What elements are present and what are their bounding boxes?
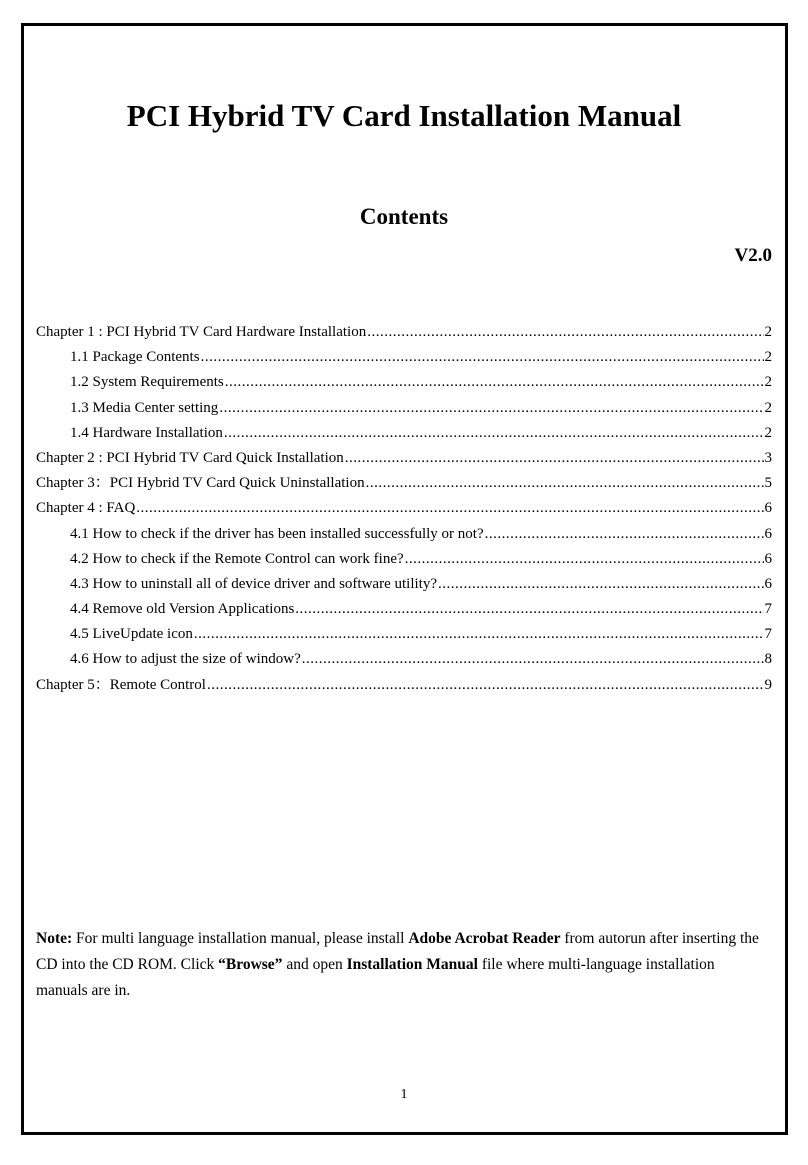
note-label: Note: [36,930,73,947]
toc-dot-leader [367,320,763,345]
note-bold-acrobat: Adobe Acrobat Reader [408,930,561,947]
page-number: 1 [400,1087,408,1102]
table-of-contents [36,320,772,698]
installation-note [36,926,770,1004]
note-text-2: from autorun after inserting the CD into the CD ROM. Click [36,930,759,973]
toc-section-entry[interactable] [36,370,772,395]
toc-entry-title: 4.3 How to uninstall all of device driver and software utility? [70,575,437,592]
toc-entry-title: 4.4 Remove old Version Applications [70,601,295,618]
contents-heading: Contents [359,204,449,229]
toc-section-entry[interactable] [36,622,772,647]
note-bold-browse: “Browse” [218,956,283,973]
toc-dot-leader [485,522,764,547]
toc-page-number: 2 [764,324,772,340]
toc-entry-title: 1.4 Hardware Installation [70,424,223,441]
toc-entry-title: 4.5 LiveUpdate icon [70,626,193,643]
toc-chapter-entry[interactable] [36,471,772,496]
toc-section-entry[interactable] [36,572,772,597]
note-bold-manual: Installation Manual [346,956,478,973]
toc-entry-title: Chapter 2 : PCI Hybrid TV Card Quick Installation [36,449,344,466]
toc-page-number: 3 [764,449,772,466]
toc-dot-leader [302,647,764,672]
toc-section-entry[interactable] [36,597,772,622]
toc-chapter-entry[interactable] [36,496,772,521]
toc-section-entry[interactable] [36,547,772,572]
toc-chapter-entry[interactable] [36,446,772,471]
toc-chapter-entry[interactable] [36,673,772,698]
toc-entry-title: 4.1 How to check if the driver has been installed successfully or not? [70,525,484,542]
note-text-3: and open [282,956,347,973]
document-title: PCI Hybrid TV Card Installation Manual [126,98,682,133]
toc-section-entry[interactable] [36,421,772,446]
note-text-1: For multi language installation manual, please install [72,930,409,947]
toc-section-entry[interactable] [36,522,772,547]
toc-entry-title: 1.2 System Requirements [70,374,224,391]
toc-section-entry[interactable] [36,647,772,672]
toc-dot-leader [207,673,764,698]
toc-dot-leader [366,471,764,496]
toc-page-number: 2 [764,424,772,441]
toc-page-number: 6 [764,525,772,542]
toc-dot-leader [194,622,764,647]
toc-section-entry[interactable] [36,345,772,370]
toc-entry-title: Chapter 4 : FAQ [36,500,136,517]
toc-dot-leader [225,370,764,395]
toc-entry-title: Chapter 1 : PCI Hybrid TV Card Hardware Installation [36,324,367,340]
toc-entry-title: Chapter 3：PCI Hybrid TV Card Quick Uninstallation [36,475,365,492]
toc-entry-title: 4.6 How to adjust the size of window? [70,651,301,668]
toc-page-number: 6 [764,575,772,592]
toc-page-number: 6 [764,550,772,567]
toc-page-number: 2 [764,399,772,416]
version-label: V2.0 [734,245,772,266]
toc-dot-leader [405,547,764,572]
toc-dot-leader [295,597,763,622]
toc-dot-leader [438,572,764,597]
toc-page-number: 5 [764,475,772,492]
toc-page-number: 6 [764,500,772,517]
toc-page-number: 2 [764,349,772,366]
toc-dot-leader [219,396,763,421]
toc-entry-title: 1.1 Package Contents [70,349,200,366]
toc-chapter-entry[interactable] [36,320,772,345]
toc-entry-title: Chapter 5：Remote Control [36,676,206,693]
note-text-4: file where multi-language installation manuals are in. [36,956,715,999]
toc-entry-title: 1.3 Media Center setting [70,399,219,416]
toc-dot-leader [201,345,764,370]
toc-section-entry[interactable] [36,396,772,421]
toc-dot-leader [136,496,763,521]
toc-page-number: 8 [764,651,772,668]
toc-page-number: 7 [764,626,772,643]
toc-dot-leader [224,421,764,446]
toc-page-number: 9 [764,676,772,693]
toc-page-number: 2 [764,374,772,391]
toc-dot-leader [345,446,764,471]
toc-entry-title: 4.2 How to check if the Remote Control can work fine? [70,550,404,567]
toc-page-number: 7 [764,601,772,618]
